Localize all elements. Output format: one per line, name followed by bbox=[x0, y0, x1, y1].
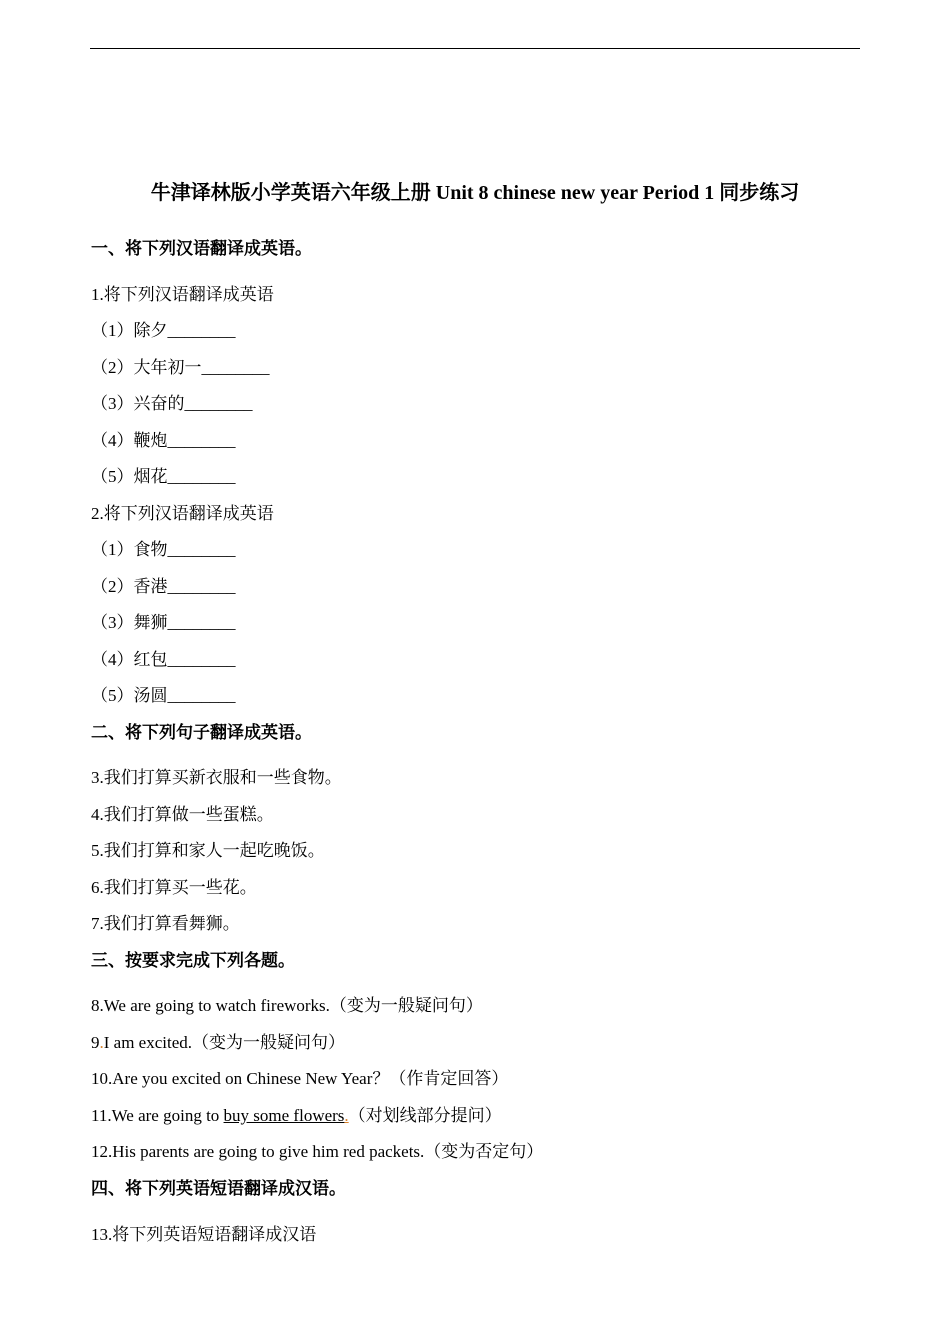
question-2-item: （2）香港________ bbox=[91, 577, 236, 596]
question-9-dot: . bbox=[99, 1033, 104, 1052]
page-title: 牛津译林版小学英语六年级上册 Unit 8 chinese new year Period 1 同步练习 bbox=[150, 182, 800, 204]
question-2-stem: 2.将下列汉语翻译成英语 bbox=[91, 504, 274, 523]
section-3-heading: 三、按要求完成下列各题。 bbox=[91, 951, 295, 970]
question-13: 13.将下列英语短语翻译成汉语 bbox=[91, 1225, 317, 1244]
section-4-heading: 四、将下列英语短语翻译成汉语。 bbox=[91, 1179, 346, 1198]
question-10: 10.Are you excited on Chinese New Year？（作肯定回答） bbox=[91, 1069, 509, 1088]
question-2-item: （3）舞狮________ bbox=[91, 613, 236, 632]
question-1-item: （1）除夕________ bbox=[91, 321, 236, 340]
question-2-item: （1）食物________ bbox=[91, 540, 236, 559]
question-7: 7.我们打算看舞狮。 bbox=[91, 914, 240, 933]
question-1-item: （3）兴奋的________ bbox=[91, 394, 253, 413]
question-9 bbox=[91, 1031, 345, 1055]
question-3: 3.我们打算买新衣服和一些食物。 bbox=[91, 768, 342, 787]
header-rule bbox=[90, 48, 860, 49]
question-4: 4.我们打算做一些蛋糕。 bbox=[91, 805, 274, 824]
question-11-underlined: buy some flowers bbox=[223, 1106, 345, 1125]
question-1-item: （2）大年初一________ bbox=[91, 358, 270, 377]
question-8: 8.We are going to watch fireworks.（变为一般疑问句） bbox=[91, 996, 483, 1015]
question-11 bbox=[91, 1104, 502, 1128]
question-11-dot: . bbox=[344, 1106, 349, 1125]
question-1-stem: 1.将下列汉语翻译成英语 bbox=[91, 285, 274, 304]
question-12: 12.His parents are going to give him red packets.（变为否定句） bbox=[91, 1142, 544, 1161]
question-2-item: （4）红包________ bbox=[91, 650, 236, 669]
question-1-item: （4）鞭炮________ bbox=[91, 431, 236, 450]
section-1-heading: 一、将下列汉语翻译成英语。 bbox=[91, 239, 312, 258]
question-5: 5.我们打算和家人一起吃晚饭。 bbox=[91, 841, 325, 860]
question-1-item: （5）烟花________ bbox=[91, 467, 236, 486]
question-6: 6.我们打算买一些花。 bbox=[91, 878, 257, 897]
question-9-number: 9 bbox=[91, 1033, 100, 1052]
question-9-text: I am excited.（变为一般疑问句） bbox=[103, 1033, 346, 1052]
question-11-prefix: 11.We are going to bbox=[91, 1106, 224, 1125]
section-2-heading: 二、将下列句子翻译成英语。 bbox=[91, 723, 312, 742]
question-11-suffix: （对划线部分提问） bbox=[348, 1106, 502, 1125]
question-2-item: （5）汤圆________ bbox=[91, 686, 236, 705]
